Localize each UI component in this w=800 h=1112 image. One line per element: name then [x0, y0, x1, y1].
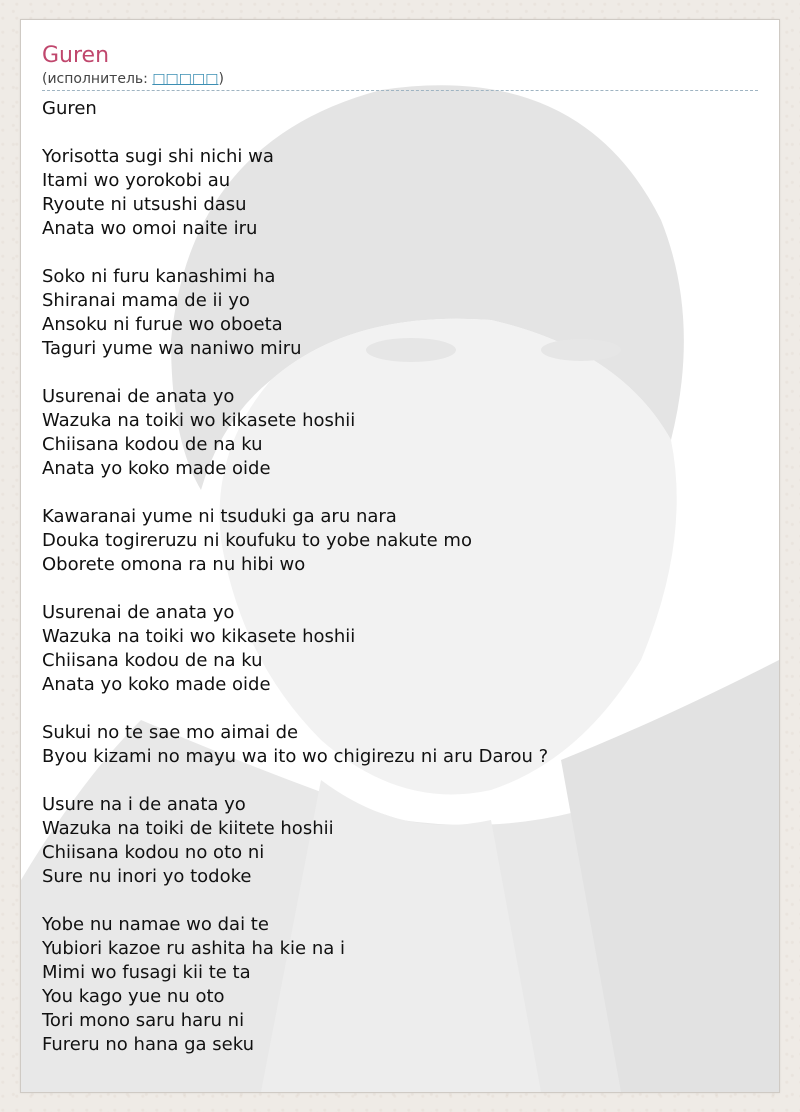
lyric-line: Guren	[42, 98, 97, 119]
lyrics-stanza	[42, 145, 758, 241]
artist-line	[42, 70, 758, 91]
lyric-line: Itami wo yorokobi au	[42, 170, 231, 191]
lyric-line: Chiisana kodou de na ku	[42, 434, 263, 455]
lyric-line: Usure na i de anata yo	[42, 794, 246, 815]
lyric-line: Usurenai de anata yo	[42, 602, 235, 623]
lyric-line: Usurenai de anata yo	[42, 386, 235, 407]
lyric-line: Yobe nu namae wo dai te	[42, 914, 269, 935]
lyrics-stanza	[42, 601, 758, 697]
lyric-line: Kawaranai yume ni tsuduki ga aru nara	[42, 506, 397, 527]
lyric-line: Wazuka na toiki wo kikasete hoshii	[42, 626, 356, 647]
artist-suffix: )	[218, 71, 224, 87]
lyric-line: Ansoku ni furue wo oboeta	[42, 314, 283, 335]
lyric-line: Sure nu inori yo todoke	[42, 866, 252, 887]
lyrics-stanza	[42, 505, 758, 577]
lyric-line: Byou kizami no mayu wa ito wo chigirezu ni aru Darou ?	[42, 746, 549, 767]
lyric-line: Taguri yume wa naniwo miru	[42, 338, 302, 359]
lyrics-content	[42, 42, 758, 1081]
lyrics-stanza	[42, 721, 758, 769]
lyric-line: Ryoute ni utsushi dasu	[42, 194, 247, 215]
lyrics-stanza	[42, 385, 758, 481]
lyric-line: Soko ni furu kanashimi ha	[42, 266, 276, 287]
lyric-line: Chiisana kodou no oto ni	[42, 842, 265, 863]
lyric-line: Anata yo koko made oide	[42, 674, 271, 695]
lyrics-stanza	[42, 265, 758, 361]
lyrics-stanza	[42, 913, 758, 1057]
lyric-line: Douka togireruzu ni koufuku to yobe nakute mo	[42, 530, 472, 551]
lyric-line: Wazuka na toiki wo kikasete hoshii	[42, 410, 356, 431]
lyric-line: Wazuka na toiki de kiitete hoshii	[42, 818, 334, 839]
lyric-line: Chiisana kodou de na ku	[42, 650, 263, 671]
lyrics-card	[20, 19, 780, 1093]
artist-prefix: (исполнитель:	[42, 71, 153, 87]
lyric-line: You kago yue nu oto	[42, 986, 225, 1007]
lyrics-stanza	[42, 793, 758, 889]
song-title: Guren	[42, 43, 110, 68]
lyric-line: Yorisotta sugi shi nichi wa	[42, 146, 274, 167]
lyric-line: Yubiori kazoe ru ashita ha kie na i	[42, 938, 345, 959]
artist-link[interactable]: □□□□□	[152, 71, 219, 87]
lyric-line: Sukui no te sae mo aimai de	[42, 722, 299, 743]
lyric-line: Tori mono saru haru ni	[42, 1010, 245, 1031]
lyrics-body	[42, 97, 758, 1057]
lyric-line: Mimi wo fusagi kii te ta	[42, 962, 251, 983]
lyric-line: Fureru no hana ga seku	[42, 1034, 255, 1055]
lyric-line: Shiranai mama de ii yo	[42, 290, 250, 311]
lyric-line: Anata wo omoi naite iru	[42, 218, 258, 239]
lyrics-stanza	[42, 97, 758, 121]
lyric-line: Oborete omona ra nu hibi wo	[42, 554, 306, 575]
lyric-line: Anata yo koko made oide	[42, 458, 271, 479]
